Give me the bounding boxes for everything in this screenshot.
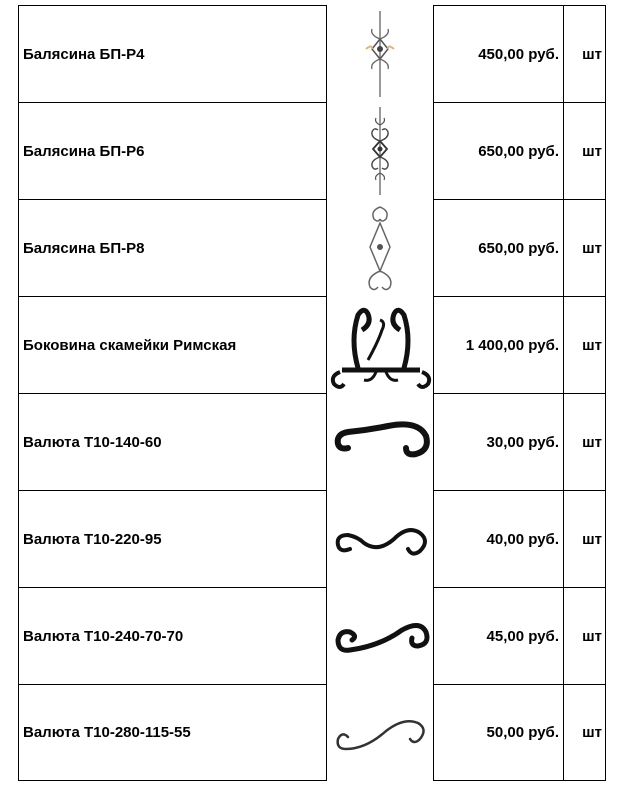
table-row — [0, 587, 636, 684]
table-row — [0, 102, 636, 199]
product-unit: шт — [564, 393, 606, 490]
bench-side-icon — [327, 296, 433, 393]
product-price: 650,00 руб. — [433, 102, 564, 199]
scroll-volute-icon — [327, 684, 433, 781]
baluster-p4-icon — [327, 5, 433, 102]
table-row — [0, 5, 636, 102]
product-name: Валюта Т10-240-70-70 — [18, 587, 327, 684]
product-unit: шт — [564, 102, 606, 199]
product-price: 1 400,00 руб. — [433, 296, 564, 393]
baluster-p6-icon — [327, 102, 433, 199]
scroll-volute-icon — [327, 393, 433, 490]
product-price: 450,00 руб. — [433, 5, 564, 102]
product-unit: шт — [564, 5, 606, 102]
table-row — [0, 199, 636, 296]
product-price: 50,00 руб. — [433, 684, 564, 781]
product-price: 40,00 руб. — [433, 490, 564, 587]
product-price: 30,00 руб. — [433, 393, 564, 490]
product-price: 650,00 руб. — [433, 199, 564, 296]
table-row — [0, 684, 636, 781]
product-name: Балясина БП-Р6 — [18, 102, 327, 199]
baluster-p8-icon — [327, 199, 433, 296]
product-unit: шт — [564, 199, 606, 296]
product-unit: шт — [564, 587, 606, 684]
product-name: Валюта Т10-220-95 — [18, 490, 327, 587]
table-row — [0, 393, 636, 490]
product-name: Балясина БП-Р4 — [18, 5, 327, 102]
product-name: Валюта Т10-140-60 — [18, 393, 327, 490]
product-unit: шт — [564, 684, 606, 781]
product-name: Балясина БП-Р8 — [18, 199, 327, 296]
product-unit: шт — [564, 490, 606, 587]
product-price: 45,00 руб. — [433, 587, 564, 684]
product-name: Валюта Т10-280-115-55 — [18, 684, 327, 781]
table-row — [0, 296, 636, 393]
table-row — [0, 490, 636, 587]
scroll-volute-icon — [327, 587, 433, 684]
product-unit: шт — [564, 296, 606, 393]
product-name: Боковина скамейки Римская — [18, 296, 327, 393]
scroll-volute-icon — [327, 490, 433, 587]
